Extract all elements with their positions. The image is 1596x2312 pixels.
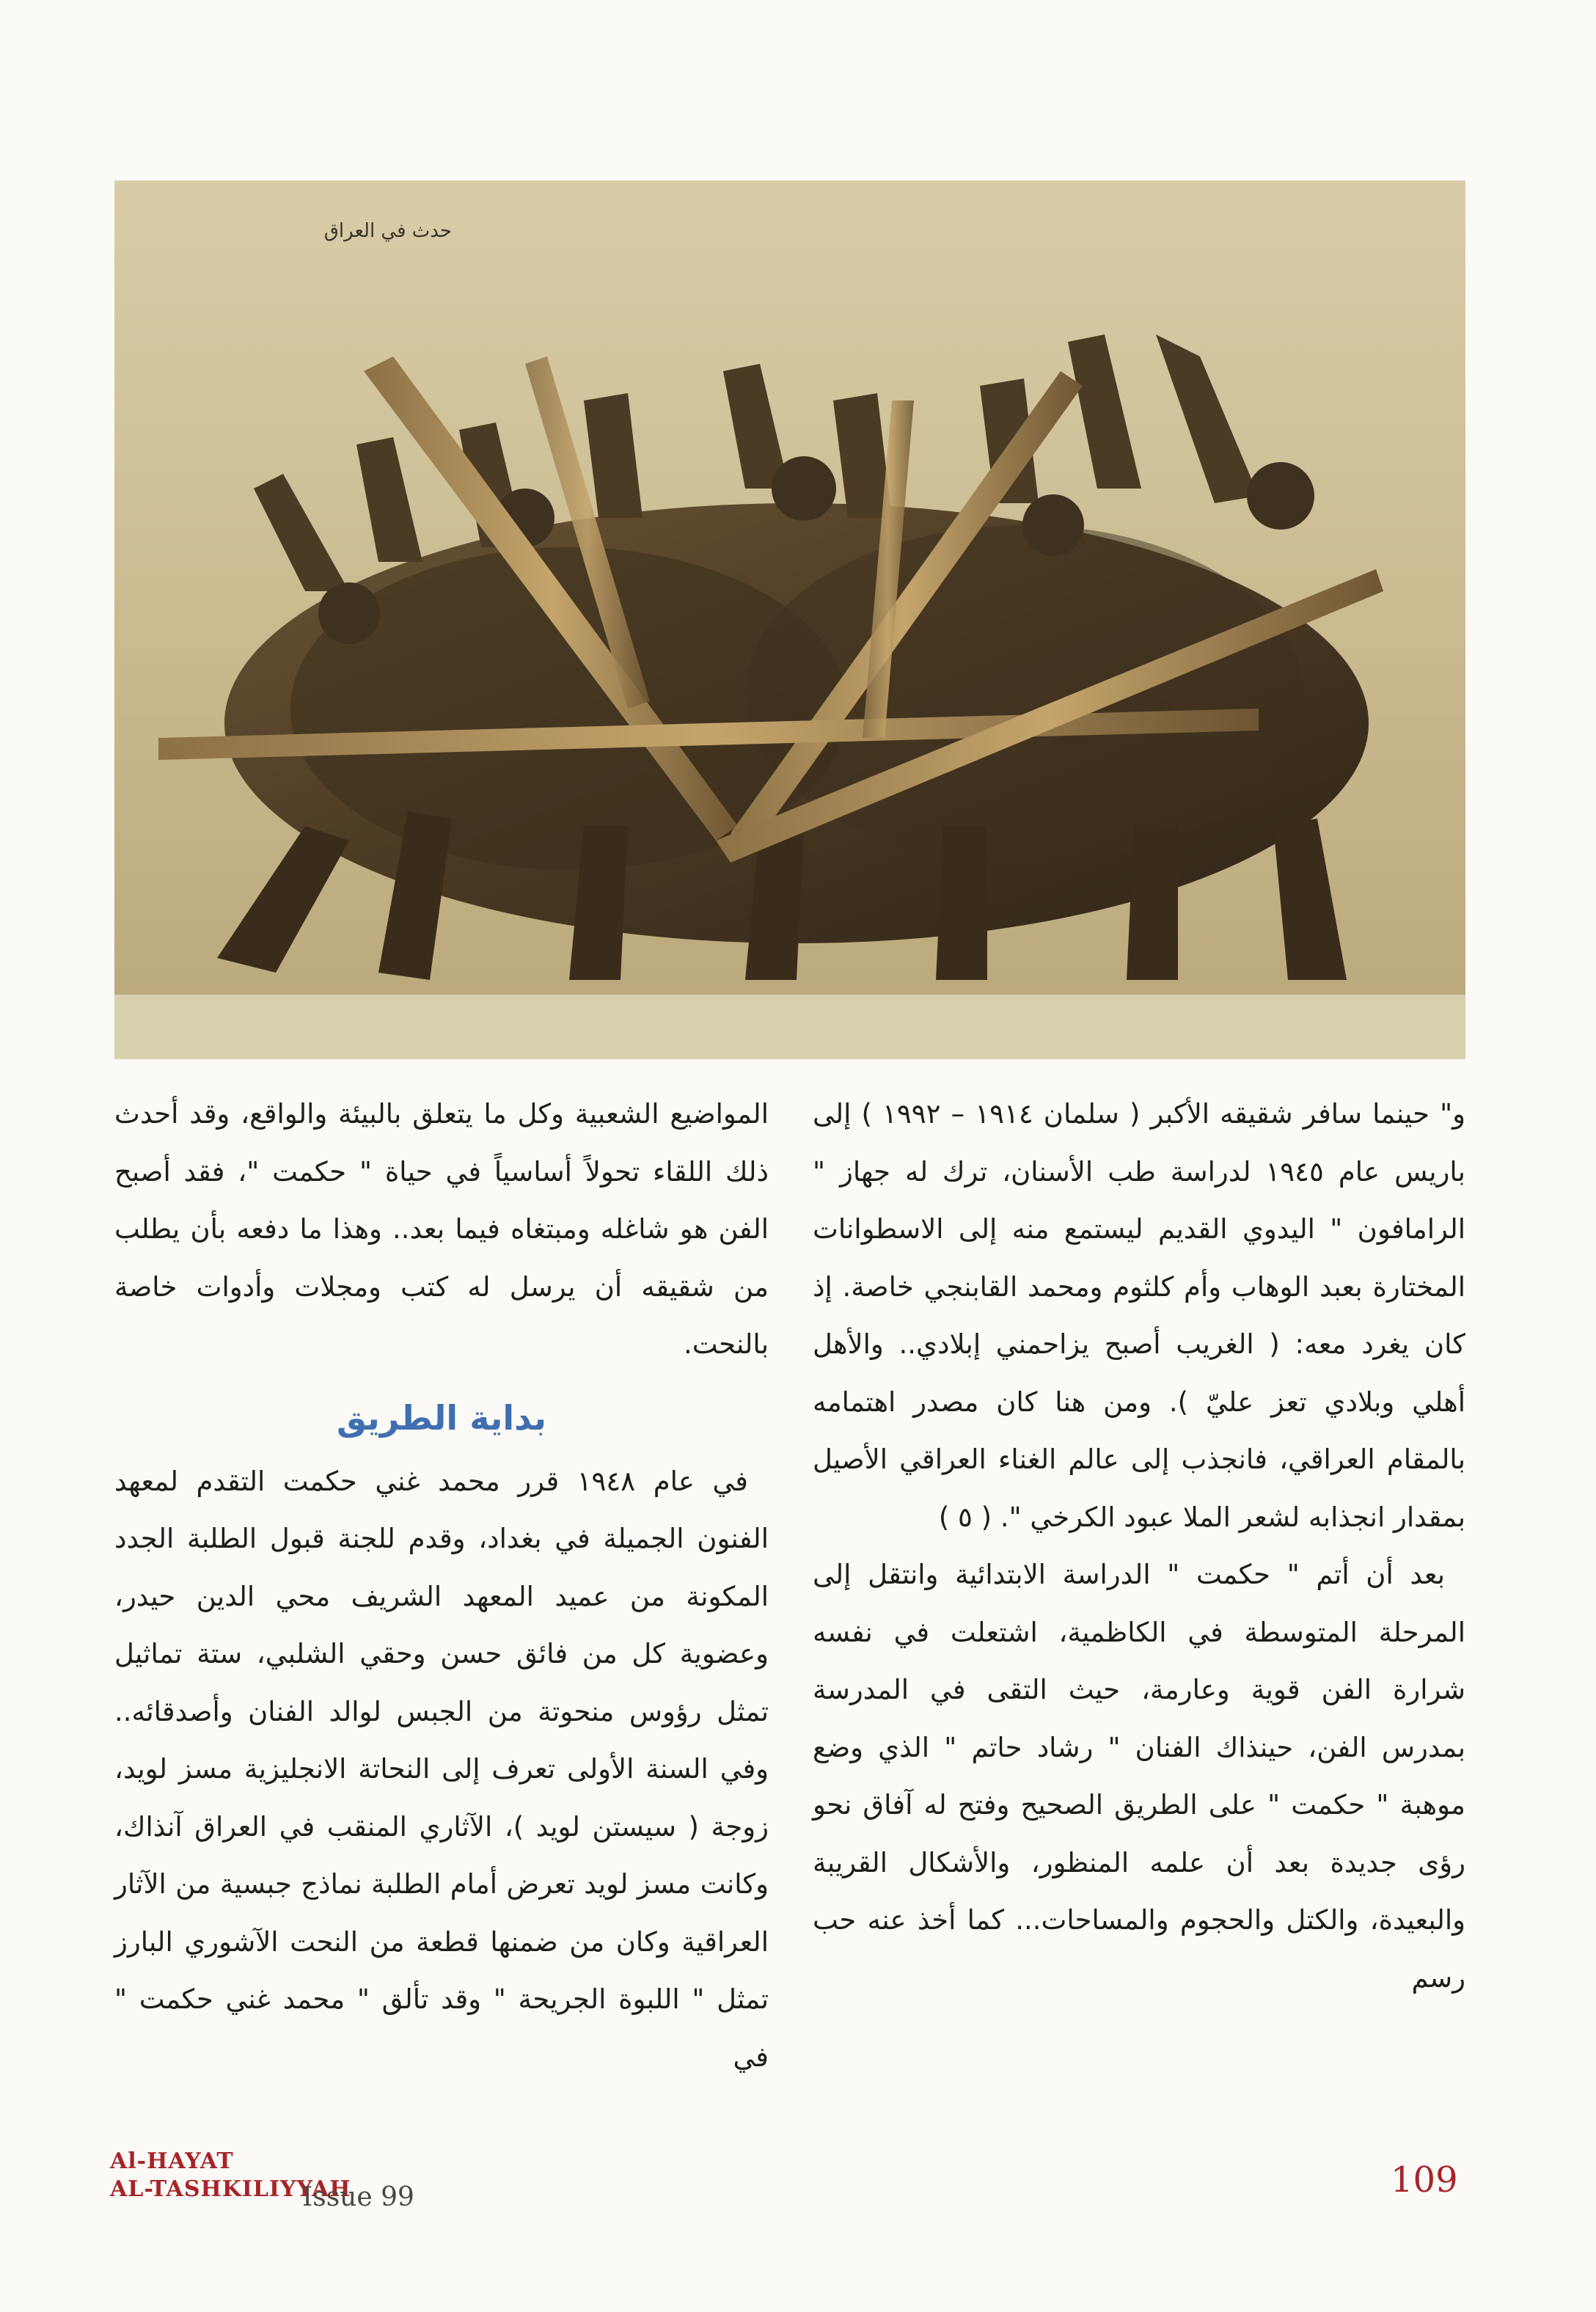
paragraph-2: بعد أن أتم " حكمت " الدراسة الابتدائية وانتقل إلى المرحلة المتوسطة في الكاظمية، اشتعلت في نفسه شرارة الفن قوية وعارمة، حيث التقى في المدرسة بمدرس الفن، حينذاك الفنان " رشاد حاتم " الذي وضع موهبة " حكمت " على الطريق الصحيح وفتح له آفاق نحو رؤى جديدة بعد أن علمه المنظور، والأشكال القريبة والبعيدة، والكتل والحجوم والمساحات... كما أخذ عنه حب رسم — [813, 1559, 1465, 1994]
right-text-column — [813, 1086, 1465, 2007]
section-heading: بداية الطريق — [337, 1397, 546, 1438]
logo-line-1: Al-HAYAT — [110, 2148, 234, 2174]
photo-caption: حدث في العراق — [323, 220, 452, 242]
logo-line-2: AL-TASHKILIYYAH — [110, 2176, 351, 2202]
paragraph-3: المواضيع الشعبية وكل ما يتعلق بالبيئة والواقع، وقد أحدث ذلك اللقاء تحولاً أساسياً في حياة " حكمت "، فقد أصبح الفن هو شاغله ومبتغاه فيما بعد.. وهذا ما دفعه بأن يطلب من شقيقه أن يرسل له كتب ومجلات وأدوات خاصة بالنحت. — [114, 1098, 769, 1360]
paragraph-1: و" حينما سافر شقيقه الأكبر ( سلمان ١٩١٤ – ١٩٩٢ ) إلى باريس عام ١٩٤٥ لدراسة طب الأسنان، ترك له جهاز " الرامافون " اليدوي القديم ليستمع منه إلى الاسطوانات المختارة بعبد الوهاب وأم كلثوم ومحمد القابنجي خاصة. إذ كان يغرد معه: ( الغريب أصبح يزاحمني إبلادي.. والأهل أهلي وبلادي تعز عليّ ). ومن هنا كان مصدر اهتمامه بالمقام العراقي، فانجذب إلى عالم الغناء العراقي الأصيل بمقدار انجذابه لشعر الملا عبود الكرخي ". ( ٥ ) — [813, 1098, 1465, 1533]
paragraph-4: في عام ١٩٤٨ قرر محمد غني حكمت التقدم لمعهد الفنون الجميلة في بغداد، وقدم للجنة قبول الطلبة الجدد المكونة من عميد المعهد الشريف محي الدين حيدر، وعضوية كل من فائق حسن وحقي الشلبي، ستة تماثيل تمثل رؤوس منحوتة من الجبس لوالد الفنان وأصدقائه.. وفي السنة الأولى تعرف إلى النحاتة الانجليزية مسز لويد، زوجة ( سيستن لويد )، الآثاري المنقب في العراق آنذاك، وكانت مسز لويد تعرض أمام الطلبة نماذج جبسية من الآثار العراقية وكان من ضمنها قطعة من النحت الآشوري البارز تمثل " اللبوة الجريحة " وقد تألق " محمد غني حكمت " في — [114, 1465, 769, 2073]
issue-label: Issue 99 — [302, 2182, 414, 2212]
sculpture-photo — [114, 180, 1465, 1059]
left-text-column — [114, 1086, 769, 2086]
page-number: 109 — [1391, 2159, 1458, 2201]
bronze-sculpture-illustration — [114, 180, 1465, 1059]
